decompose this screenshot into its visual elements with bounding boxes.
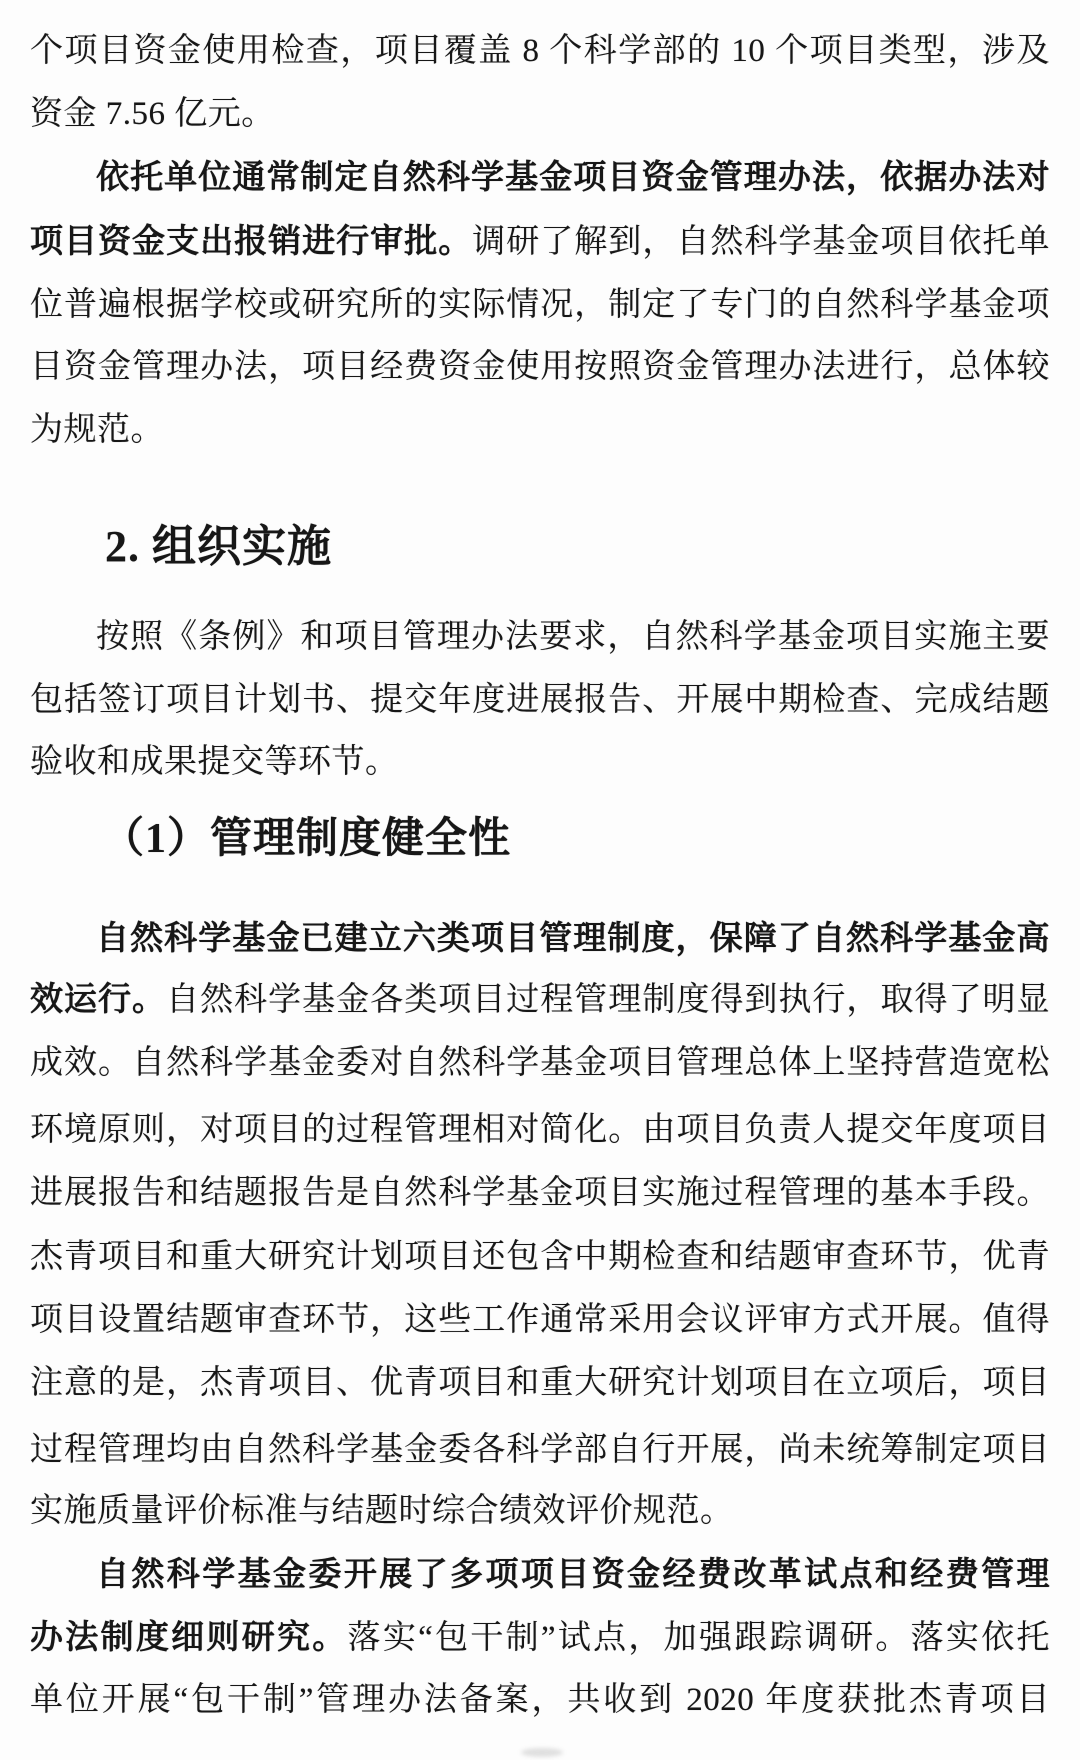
body-text-line: [30, 211, 1050, 274]
body-text-line: 项目设置结题审查环节，这些工作通常采用会议评审方式开展。值得: [30, 1302, 1050, 1338]
body-text-line-bold: 自然科学基金已建立六类项目管理制度，保障了自然科学基金高: [96, 921, 1050, 957]
page-number-clipped-mark: [521, 1748, 563, 1757]
body-text-line: 为规范。: [30, 412, 164, 448]
section-heading: 2. 组织实施: [105, 522, 332, 571]
regular-run: 落实“包干制”试点，加强跟踪调研。落实依托: [347, 1620, 1050, 1656]
body-text-line: 资金 7.56 亿元。: [30, 96, 275, 132]
body-text-line: 杰青项目和重大研究计划项目还包含中期检查和结题审查环节，优青: [30, 1239, 1050, 1275]
body-text-line: 包括签订项目计划书、提交年度进展报告、开展中期检查、完成结题: [30, 682, 1050, 718]
body-text-line: 个项目资金使用检查，项目覆盖 8 个科学部的 10 个项目类型，涉及: [30, 33, 1050, 69]
regular-run: 调研了解到，自然科学基金项目依托单: [472, 224, 1050, 260]
subsection-heading: （1）管理制度健全性: [102, 816, 512, 862]
body-text-line: 位普遍根据学校或研究所的实际情况，制定了专门的自然科学基金项: [30, 287, 1050, 323]
body-text-line: 进展报告和结题报告是自然科学基金项目实施过程管理的基本手段。: [30, 1175, 1050, 1211]
body-text-line: 过程管理均由自然科学基金委各科学部自行开展，尚未统筹制定项目: [30, 1432, 1050, 1468]
regular-run: 自然科学基金各类项目过程管理制度得到执行，取得了明显: [166, 982, 1050, 1018]
body-text-line: 单位开展“包干制”管理办法备案，共收到 2020 年度获批杰青项目: [30, 1682, 1050, 1718]
body-text-line: 验收和成果提交等环节。: [30, 744, 399, 780]
body-text-line-bold: 依托单位通常制定自然科学基金项目资金管理办法，依据办法对: [96, 160, 1050, 196]
bold-run: 项目资金支出报销进行审批。: [30, 224, 473, 260]
body-text-line: 注意的是，杰青项目、优青项目和重大研究计划项目在立项后，项目: [30, 1365, 1050, 1401]
body-text-line: 成效。自然科学基金委对自然科学基金项目管理总体上坚持营造宽松: [30, 1045, 1050, 1081]
body-text-line: 目资金管理办法，项目经费资金使用按照资金管理办法进行，总体较: [30, 349, 1050, 385]
body-text-line: 实施质量评价标准与结题时综合绩效评价规范。: [30, 1493, 734, 1529]
body-text-line: [30, 1607, 1050, 1670]
body-text-line: [30, 969, 1050, 1032]
bold-run: 效运行。: [30, 982, 167, 1018]
body-text-line: 按照《条例》和项目管理办法要求，自然科学基金项目实施主要: [96, 619, 1050, 655]
body-text-line: 环境原则，对项目的过程管理相对简化。由项目负责人提交年度项目: [30, 1112, 1050, 1148]
bold-run: 办法制度细则研究。: [30, 1620, 348, 1656]
body-text-line-bold: 自然科学基金委开展了多项项目资金经费改革试点和经费管理: [96, 1557, 1050, 1593]
